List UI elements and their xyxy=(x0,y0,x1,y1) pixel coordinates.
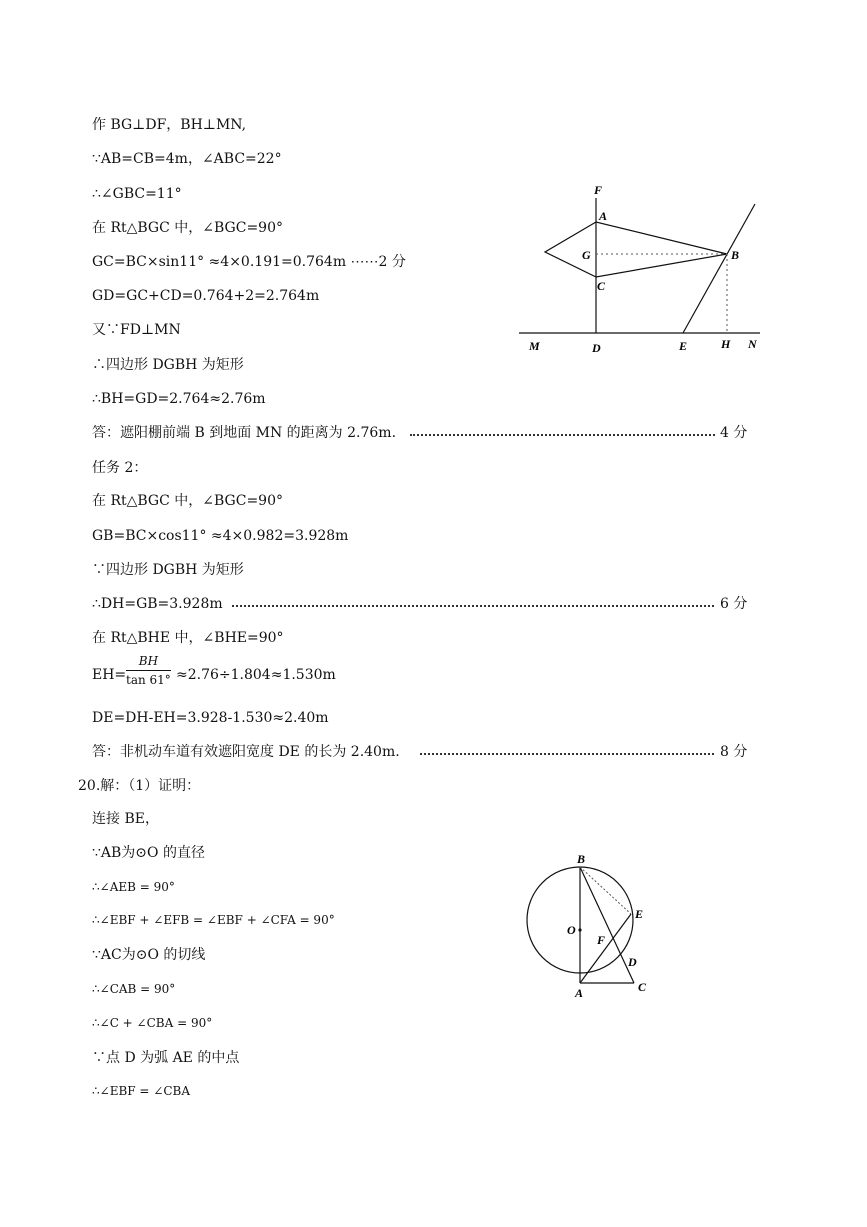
line-16: 在 Rt△BHE 中，∠BHE=90° xyxy=(92,630,284,646)
line-5: GC=BC×sin11° ≈4×0.191=0.764m ⋯⋯2 分 xyxy=(92,254,406,270)
label-F: F xyxy=(594,183,603,197)
line-23: ∵AB为⊙O 的直径 xyxy=(92,845,205,861)
label-E: E xyxy=(679,339,688,353)
label-circle-F: F xyxy=(597,933,606,947)
score-8: 8 分 xyxy=(720,744,748,760)
label-D: D xyxy=(592,341,601,355)
center-point-o xyxy=(578,928,581,931)
label-circle-B: B xyxy=(577,852,586,866)
label-G: G xyxy=(582,248,591,262)
score-6: 6 分 xyxy=(720,596,748,612)
segment-ae xyxy=(580,914,631,983)
q20-heading: 20.解：（1）证明： xyxy=(78,778,201,794)
line-3: ∴∠GBC=11° xyxy=(92,186,182,202)
label-circle-A: A xyxy=(575,986,584,1000)
task-2-heading: 任务 2： xyxy=(92,460,148,476)
label-A: A xyxy=(599,209,608,223)
label-M: M xyxy=(529,339,540,353)
line-6: GD=GC+CD=0.764+2=2.764m xyxy=(92,288,320,304)
line-14: ∵四边形 DGBH 为矩形 xyxy=(92,562,244,578)
eh-label: EH= xyxy=(92,667,127,683)
label-H: H xyxy=(721,337,731,351)
label-C: C xyxy=(597,279,606,293)
line-2: ∵AB=CB=4m，∠ABC=22° xyxy=(92,151,282,167)
line-26: ∵AC为⊙O 的切线 xyxy=(92,947,206,963)
answer-1: 答：遮阳棚前端 B 到地面 MN 的距离为 2.76m. xyxy=(92,425,397,441)
line-1: 作 BG⊥DF，BH⊥MN, xyxy=(92,117,247,133)
line-7: 又∵FD⊥MN xyxy=(92,322,181,338)
sun-ray-line xyxy=(683,204,755,333)
awning-quadrilateral xyxy=(545,222,727,277)
label-B: B xyxy=(731,248,740,262)
line-13: GB=BC×cos11° ≈4×0.982=3.928m xyxy=(92,528,349,544)
line-28: ∴∠C + ∠CBA = 90° xyxy=(92,1016,213,1030)
label-circle-E: E xyxy=(635,907,644,921)
label-N: N xyxy=(748,337,757,351)
eh-result: ≈2.76÷1.804≈1.530m xyxy=(176,667,336,683)
line-9: ∴BH=GD=2.764≈2.76m xyxy=(92,391,266,407)
label-circle-C: C xyxy=(638,980,647,994)
answer-2: 答：非机动车道有效遮阳宽度 DE 的长为 2.40m. xyxy=(92,744,400,760)
line-27: ∴∠CAB = 90° xyxy=(92,982,176,996)
fraction-denominator: tan 61° xyxy=(126,673,171,687)
line-15: ∴DH=GB=3.928m xyxy=(92,596,223,612)
score-4: 4 分 xyxy=(720,425,748,441)
line-8: ∴四边形 DGBH 为矩形 xyxy=(92,357,244,373)
line-30: ∴∠EBF = ∠CBA xyxy=(92,1084,190,1098)
line-12: 在 Rt△BGC 中，∠BGC=90° xyxy=(92,493,283,509)
line-25: ∴∠EBF + ∠EFB = ∠EBF + ∠CFA = 90° xyxy=(92,913,335,927)
line-29: ∵点 D 为弧 AE 的中点 xyxy=(92,1050,240,1066)
label-circle-D: D xyxy=(628,955,637,969)
fraction-numerator: BH xyxy=(126,654,171,671)
line-24: ∴∠AEB = 90° xyxy=(92,880,175,894)
label-circle-O: O xyxy=(567,923,576,937)
line-18: DE=DH-EH=3.928-1.530≈2.40m xyxy=(92,710,329,726)
line-22: 连接 BE， xyxy=(92,811,159,827)
line-4: 在 Rt△BGC 中，∠BGC=90° xyxy=(92,220,283,236)
